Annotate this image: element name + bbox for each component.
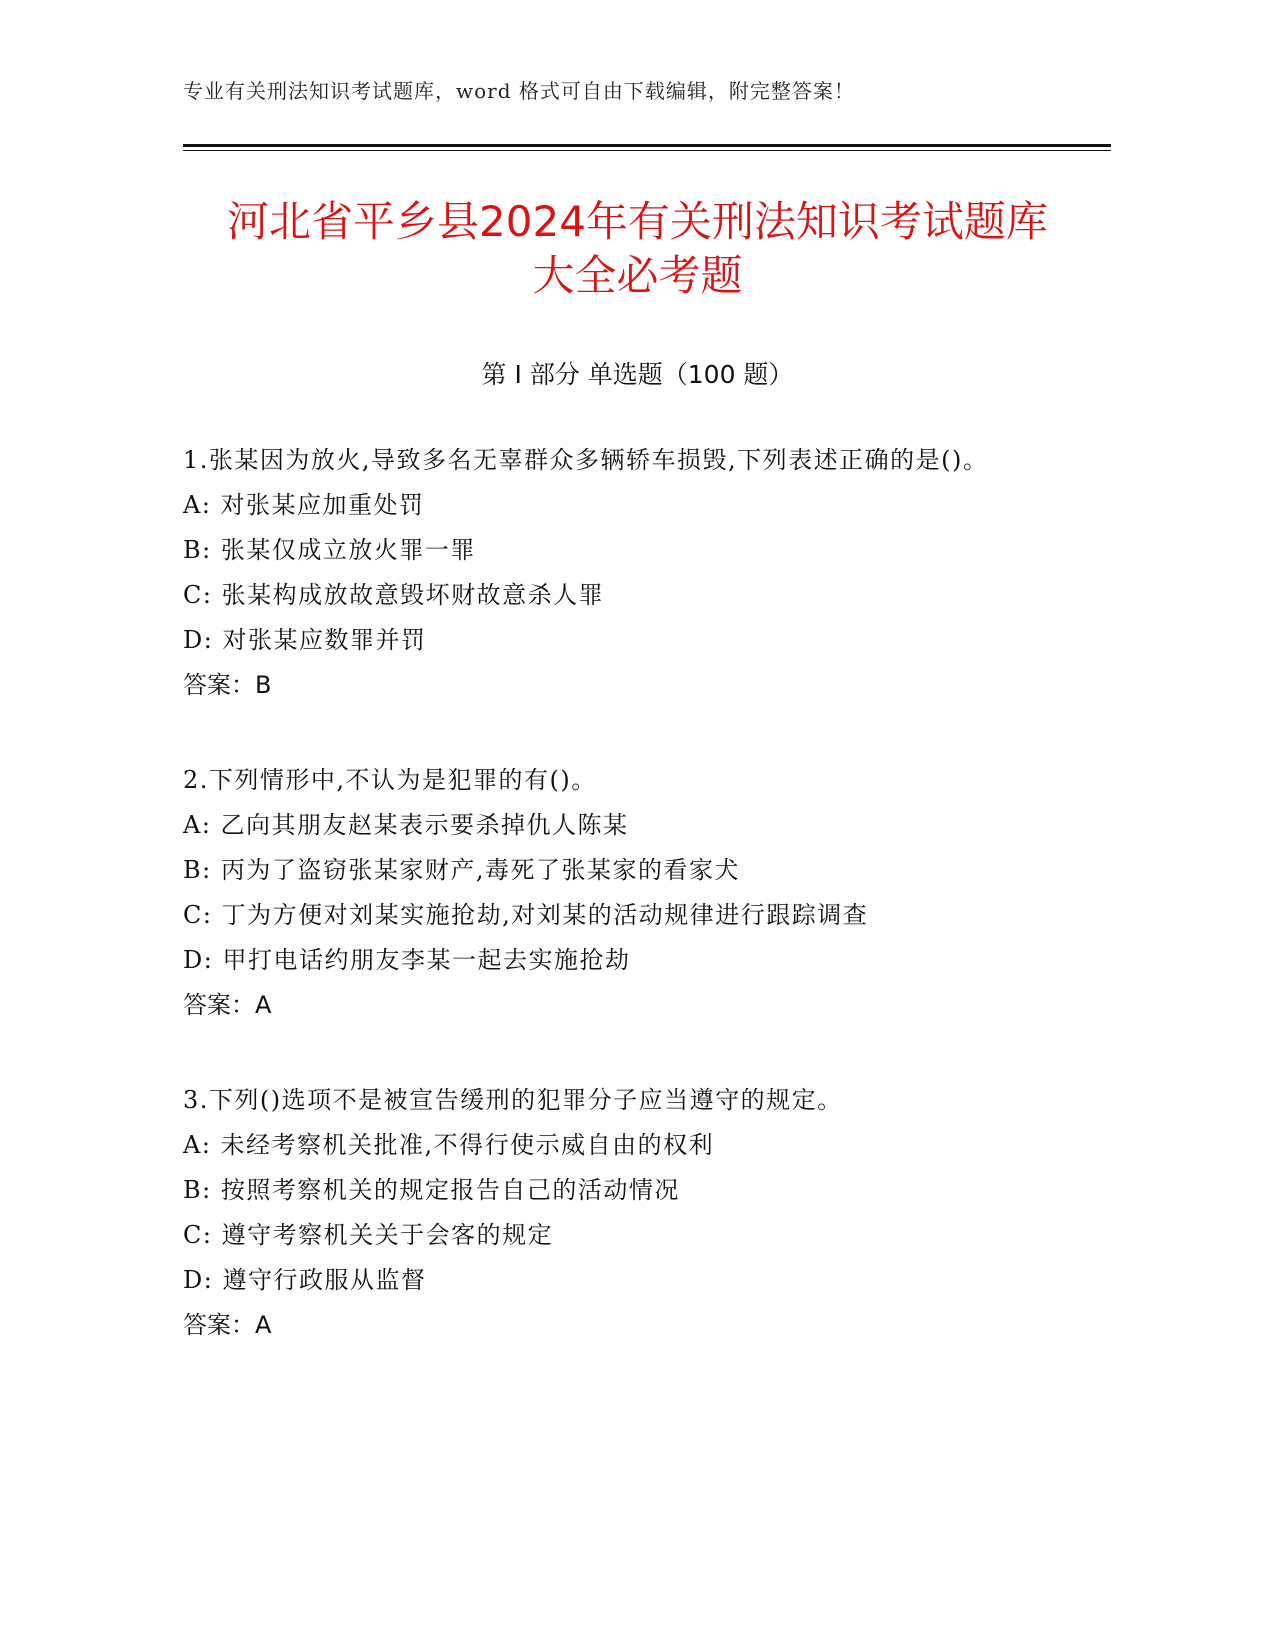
- question-list: [183, 437, 1083, 1397]
- answer: 答案：A: [183, 991, 272, 1019]
- option-b: B: 按照考察机关的规定报告自己的活动情况: [183, 1176, 680, 1204]
- document-title-line-2: 大全必考题: [532, 251, 743, 300]
- option-c: C: 丁为方便对刘某实施抢劫,对刘某的活动规律进行跟踪调查: [183, 901, 869, 929]
- header-note: 专业有关刑法知识考试题库，word 格式可自由下载编辑，附完整答案！: [183, 79, 855, 103]
- document-title-line-1: 河北省平乡县2024年有关刑法知识考试题库: [227, 197, 1048, 246]
- question-2: [183, 757, 1083, 1028]
- option-d: D: 对张某应数罪并罚: [183, 626, 427, 654]
- header-rule-thin: [183, 150, 1111, 151]
- option-b: B: 丙为了盗窃张某家财产,毒死了张某家的看家犬: [183, 856, 740, 884]
- option-c: C: 遵守考察机关关于会客的规定: [183, 1221, 554, 1249]
- answer: 答案：B: [183, 671, 272, 699]
- question-1: [183, 437, 1083, 708]
- question-text: 2.下列情形中,不认为是犯罪的有()。: [183, 766, 597, 794]
- header-rule-thick: [183, 144, 1111, 147]
- question-text: 3.下列()选项不是被宣告缓刑的犯罪分子应当遵守的规定。: [183, 1086, 843, 1114]
- answer: 答案：A: [183, 1311, 272, 1339]
- question-text: 1.张某因为放火,导致多名无辜群众多辆轿车损毁,下列表述正确的是()。: [183, 446, 989, 474]
- option-a: A: 乙向其朋友赵某表示要杀掉仇人陈某: [183, 811, 629, 839]
- option-c: C: 张某构成放故意毁坏财故意杀人罪: [183, 581, 605, 609]
- option-d: D: 遵守行政服从监督: [183, 1266, 427, 1294]
- option-a: A: 未经考察机关批准,不得行使示威自由的权利: [183, 1131, 715, 1159]
- option-b: B: 张某仅成立放火罪一罪: [183, 536, 476, 564]
- question-3: [183, 1077, 1083, 1348]
- option-a: A: 对张某应加重处罚: [183, 491, 425, 519]
- document-title: [150, 195, 1125, 303]
- section-title: 第 I 部分 单选题（100 题）: [481, 360, 794, 389]
- option-d: D: 甲打电话约朋友李某一起去实施抢劫: [183, 946, 631, 974]
